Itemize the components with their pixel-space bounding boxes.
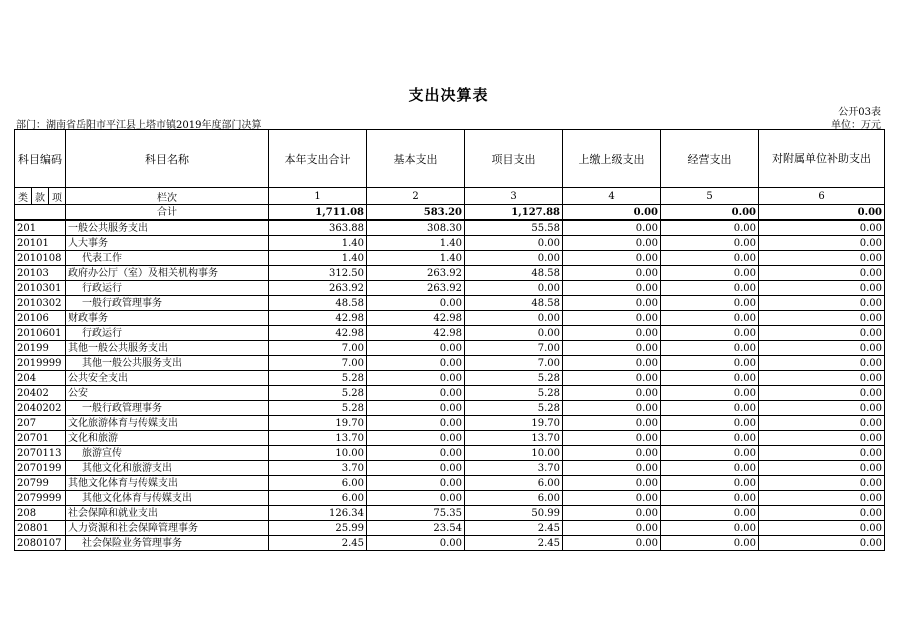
table-row bbox=[15, 401, 885, 416]
amount-cell: 0.00 bbox=[367, 431, 465, 446]
subject-name: 一般行政管理事务 bbox=[66, 401, 269, 416]
total-value: 0.00 bbox=[661, 205, 759, 221]
amount-cell: 10.00 bbox=[465, 446, 563, 461]
amount-cell: 263.92 bbox=[367, 281, 465, 296]
amount-cell: 0.00 bbox=[759, 311, 885, 326]
table-row bbox=[15, 491, 885, 506]
amount-cell: 2.45 bbox=[269, 536, 367, 551]
col-num: 4 bbox=[563, 188, 661, 205]
subject-code: 20106 bbox=[15, 311, 66, 326]
amount-cell: 0.00 bbox=[367, 356, 465, 371]
total-value: 583.20 bbox=[367, 205, 465, 221]
subject-name: 其他文化和旅游支出 bbox=[66, 461, 269, 476]
table-row bbox=[15, 341, 885, 356]
table-row bbox=[15, 296, 885, 311]
amount-cell: 0.00 bbox=[759, 326, 885, 341]
amount-cell: 23.54 bbox=[367, 521, 465, 536]
amount-cell: 0.00 bbox=[563, 220, 661, 236]
amount-cell: 0.00 bbox=[563, 296, 661, 311]
subject-name: 一般行政管理事务 bbox=[66, 296, 269, 311]
amount-cell: 0.00 bbox=[563, 401, 661, 416]
header-xiang: 项 bbox=[49, 188, 66, 205]
amount-cell: 0.00 bbox=[563, 266, 661, 281]
amount-cell: 0.00 bbox=[367, 386, 465, 401]
amount-cell: 5.28 bbox=[269, 401, 367, 416]
subject-name: 旅游宣传 bbox=[66, 446, 269, 461]
amount-cell: 0.00 bbox=[759, 266, 885, 281]
amount-cell: 2.45 bbox=[465, 521, 563, 536]
amount-cell: 0.00 bbox=[759, 461, 885, 476]
form-number: 公开03表 bbox=[838, 107, 881, 118]
amount-cell: 0.00 bbox=[759, 446, 885, 461]
amount-cell: 0.00 bbox=[661, 521, 759, 536]
amount-cell: 19.70 bbox=[269, 416, 367, 431]
amount-cell: 312.50 bbox=[269, 266, 367, 281]
table-row bbox=[15, 536, 885, 551]
subject-code: 2010301 bbox=[15, 281, 66, 296]
subject-code: 2070199 bbox=[15, 461, 66, 476]
amount-cell: 1.40 bbox=[269, 251, 367, 266]
amount-cell: 0.00 bbox=[661, 386, 759, 401]
expenditure-table bbox=[14, 129, 885, 551]
subject-name: 其他一般公共服务支出 bbox=[66, 341, 269, 356]
amount-cell: 0.00 bbox=[367, 491, 465, 506]
amount-cell: 0.00 bbox=[759, 251, 885, 266]
table-row bbox=[15, 220, 885, 236]
col-num: 5 bbox=[661, 188, 759, 205]
unit-label: 单位：万元 bbox=[831, 120, 881, 131]
amount-cell: 2.45 bbox=[465, 536, 563, 551]
subject-code: 2019999 bbox=[15, 356, 66, 371]
amount-cell: 0.00 bbox=[563, 431, 661, 446]
amount-cell: 0.00 bbox=[661, 281, 759, 296]
amount-cell: 6.00 bbox=[269, 491, 367, 506]
header-project: 项目支出 bbox=[465, 130, 563, 188]
amount-cell: 6.00 bbox=[269, 476, 367, 491]
amount-cell: 13.70 bbox=[465, 431, 563, 446]
table-row bbox=[15, 506, 885, 521]
amount-cell: 0.00 bbox=[465, 326, 563, 341]
amount-cell: 126.34 bbox=[269, 506, 367, 521]
amount-cell: 0.00 bbox=[465, 311, 563, 326]
amount-cell: 0.00 bbox=[563, 506, 661, 521]
subject-name: 其他文化体育与传媒支出 bbox=[66, 476, 269, 491]
amount-cell: 0.00 bbox=[367, 296, 465, 311]
amount-cell: 7.00 bbox=[269, 341, 367, 356]
col-num: 1 bbox=[269, 188, 367, 205]
amount-cell: 1.40 bbox=[269, 236, 367, 251]
amount-cell: 7.00 bbox=[465, 341, 563, 356]
amount-cell: 0.00 bbox=[563, 356, 661, 371]
amount-cell: 1.40 bbox=[367, 236, 465, 251]
subject-code: 2040202 bbox=[15, 401, 66, 416]
header-code: 科目编码 bbox=[15, 130, 66, 188]
subject-code: 2070113 bbox=[15, 446, 66, 461]
amount-cell: 0.00 bbox=[759, 281, 885, 296]
table-row bbox=[15, 281, 885, 296]
amount-cell: 0.00 bbox=[661, 371, 759, 386]
amount-cell: 0.00 bbox=[465, 236, 563, 251]
col-num: 3 bbox=[465, 188, 563, 205]
subject-name: 行政运行 bbox=[66, 326, 269, 341]
amount-cell: 55.58 bbox=[465, 220, 563, 236]
amount-cell: 0.00 bbox=[367, 461, 465, 476]
subject-code: 2010302 bbox=[15, 296, 66, 311]
page-title: 支出决算表 bbox=[408, 86, 489, 104]
amount-cell: 0.00 bbox=[661, 311, 759, 326]
amount-cell: 0.00 bbox=[661, 536, 759, 551]
subject-name: 社会保险业务管理事务 bbox=[66, 536, 269, 551]
subject-code: 208 bbox=[15, 506, 66, 521]
subject-code: 20799 bbox=[15, 476, 66, 491]
amount-cell: 6.00 bbox=[465, 491, 563, 506]
amount-cell: 0.00 bbox=[661, 356, 759, 371]
subject-code: 20402 bbox=[15, 386, 66, 401]
amount-cell: 263.92 bbox=[367, 266, 465, 281]
subject-name: 人力资源和社会保障管理事务 bbox=[66, 521, 269, 536]
amount-cell: 0.00 bbox=[661, 416, 759, 431]
subject-name: 文化和旅游 bbox=[66, 431, 269, 446]
table-row bbox=[15, 251, 885, 266]
department-label: 部门：湖南省岳阳市平江县上塔市镇2019年度部门决算 bbox=[16, 120, 262, 131]
amount-cell: 6.00 bbox=[465, 476, 563, 491]
amount-cell: 0.00 bbox=[661, 220, 759, 236]
amount-cell: 0.00 bbox=[759, 521, 885, 536]
table-row bbox=[15, 461, 885, 476]
table-row bbox=[15, 431, 885, 446]
amount-cell: 42.98 bbox=[367, 311, 465, 326]
amount-cell: 0.00 bbox=[465, 251, 563, 266]
table-row bbox=[15, 476, 885, 491]
amount-cell: 263.92 bbox=[269, 281, 367, 296]
amount-cell: 0.00 bbox=[661, 236, 759, 251]
subject-code: 2079999 bbox=[15, 491, 66, 506]
amount-cell: 0.00 bbox=[367, 371, 465, 386]
table-row bbox=[15, 371, 885, 386]
subject-name: 财政事务 bbox=[66, 311, 269, 326]
amount-cell: 0.00 bbox=[563, 341, 661, 356]
subject-name: 政府办公厅（室）及相关机构事务 bbox=[66, 266, 269, 281]
total-value: 0.00 bbox=[759, 205, 885, 221]
amount-cell: 0.00 bbox=[759, 356, 885, 371]
amount-cell: 0.00 bbox=[563, 416, 661, 431]
amount-cell: 0.00 bbox=[367, 401, 465, 416]
amount-cell: 10.00 bbox=[269, 446, 367, 461]
amount-cell: 0.00 bbox=[563, 311, 661, 326]
amount-cell: 0.00 bbox=[367, 341, 465, 356]
table-row bbox=[15, 446, 885, 461]
amount-cell: 0.00 bbox=[759, 416, 885, 431]
table-row bbox=[15, 326, 885, 341]
amount-cell: 0.00 bbox=[661, 491, 759, 506]
subject-code: 20701 bbox=[15, 431, 66, 446]
subject-code: 204 bbox=[15, 371, 66, 386]
subject-code: 2080107 bbox=[15, 536, 66, 551]
amount-cell: 0.00 bbox=[759, 491, 885, 506]
amount-cell: 5.28 bbox=[465, 401, 563, 416]
subject-name: 文化旅游体育与传媒支出 bbox=[66, 416, 269, 431]
amount-cell: 0.00 bbox=[661, 266, 759, 281]
subject-name: 行政运行 bbox=[66, 281, 269, 296]
amount-cell: 0.00 bbox=[759, 296, 885, 311]
total-value: 1,711.08 bbox=[269, 205, 367, 221]
subject-code: 20103 bbox=[15, 266, 66, 281]
subject-code: 2010108 bbox=[15, 251, 66, 266]
amount-cell: 0.00 bbox=[367, 536, 465, 551]
amount-cell: 19.70 bbox=[465, 416, 563, 431]
header-basic: 基本支出 bbox=[367, 130, 465, 188]
amount-cell: 0.00 bbox=[661, 476, 759, 491]
table-row bbox=[15, 356, 885, 371]
header-name: 科目名称 bbox=[66, 130, 269, 188]
amount-cell: 0.00 bbox=[661, 326, 759, 341]
header-business: 经营支出 bbox=[661, 130, 759, 188]
amount-cell: 3.70 bbox=[465, 461, 563, 476]
amount-cell: 42.98 bbox=[269, 326, 367, 341]
amount-cell: 13.70 bbox=[269, 431, 367, 446]
amount-cell: 75.35 bbox=[367, 506, 465, 521]
amount-cell: 0.00 bbox=[759, 386, 885, 401]
amount-cell: 0.00 bbox=[465, 281, 563, 296]
amount-cell: 0.00 bbox=[759, 401, 885, 416]
subject-name: 一般公共服务支出 bbox=[66, 220, 269, 236]
table-row bbox=[15, 416, 885, 431]
amount-cell: 0.00 bbox=[367, 416, 465, 431]
amount-cell: 7.00 bbox=[269, 356, 367, 371]
header-kuan: 款 bbox=[32, 188, 49, 205]
amount-cell: 308.30 bbox=[367, 220, 465, 236]
amount-cell: 42.98 bbox=[269, 311, 367, 326]
header-subsidy: 对附属单位补助支出 bbox=[759, 130, 885, 188]
amount-cell: 0.00 bbox=[563, 386, 661, 401]
total-value: 0.00 bbox=[563, 205, 661, 221]
subject-name: 代表工作 bbox=[66, 251, 269, 266]
amount-cell: 0.00 bbox=[563, 521, 661, 536]
amount-cell: 0.00 bbox=[759, 371, 885, 386]
amount-cell: 25.99 bbox=[269, 521, 367, 536]
amount-cell: 5.28 bbox=[465, 386, 563, 401]
amount-cell: 0.00 bbox=[661, 461, 759, 476]
subject-code: 20101 bbox=[15, 236, 66, 251]
amount-cell: 363.88 bbox=[269, 220, 367, 236]
amount-cell: 0.00 bbox=[661, 251, 759, 266]
header-lanci: 栏次 bbox=[66, 188, 269, 205]
amount-cell: 50.99 bbox=[465, 506, 563, 521]
amount-cell: 0.00 bbox=[563, 326, 661, 341]
header-lei: 类 bbox=[15, 188, 32, 205]
table-row bbox=[15, 266, 885, 281]
amount-cell: 0.00 bbox=[661, 341, 759, 356]
subject-name: 其他文化体育与传媒支出 bbox=[66, 491, 269, 506]
amount-cell: 0.00 bbox=[661, 446, 759, 461]
amount-cell: 0.00 bbox=[759, 431, 885, 446]
amount-cell: 0.00 bbox=[661, 296, 759, 311]
total-value: 1,127.88 bbox=[465, 205, 563, 221]
total-label: 合计 bbox=[66, 205, 269, 221]
amount-cell: 0.00 bbox=[759, 506, 885, 521]
amount-cell: 0.00 bbox=[661, 401, 759, 416]
table-row bbox=[15, 311, 885, 326]
amount-cell: 0.00 bbox=[563, 446, 661, 461]
subject-code: 20801 bbox=[15, 521, 66, 536]
amount-cell: 0.00 bbox=[759, 220, 885, 236]
amount-cell: 5.28 bbox=[465, 371, 563, 386]
subject-name: 社会保障和就业支出 bbox=[66, 506, 269, 521]
amount-cell: 0.00 bbox=[563, 476, 661, 491]
amount-cell: 0.00 bbox=[563, 251, 661, 266]
subject-code: 207 bbox=[15, 416, 66, 431]
subject-name: 人大事务 bbox=[66, 236, 269, 251]
amount-cell: 0.00 bbox=[759, 341, 885, 356]
subject-code: 20199 bbox=[15, 341, 66, 356]
amount-cell: 5.28 bbox=[269, 386, 367, 401]
amount-cell: 0.00 bbox=[759, 236, 885, 251]
amount-cell: 0.00 bbox=[759, 536, 885, 551]
amount-cell: 1.40 bbox=[367, 251, 465, 266]
amount-cell: 7.00 bbox=[465, 356, 563, 371]
header-total: 本年支出合计 bbox=[269, 130, 367, 188]
col-num: 6 bbox=[759, 188, 885, 205]
table-row bbox=[15, 521, 885, 536]
amount-cell: 48.58 bbox=[269, 296, 367, 311]
subject-name: 公共安全支出 bbox=[66, 371, 269, 386]
amount-cell: 0.00 bbox=[563, 536, 661, 551]
subject-code: 2010601 bbox=[15, 326, 66, 341]
amount-cell: 0.00 bbox=[563, 461, 661, 476]
amount-cell: 48.58 bbox=[465, 296, 563, 311]
subject-name: 其他一般公共服务支出 bbox=[66, 356, 269, 371]
amount-cell: 0.00 bbox=[367, 476, 465, 491]
amount-cell: 0.00 bbox=[661, 431, 759, 446]
subject-name: 公安 bbox=[66, 386, 269, 401]
amount-cell: 0.00 bbox=[563, 371, 661, 386]
amount-cell: 3.70 bbox=[269, 461, 367, 476]
table-row bbox=[15, 386, 885, 401]
col-num: 2 bbox=[367, 188, 465, 205]
amount-cell: 0.00 bbox=[661, 506, 759, 521]
table-row bbox=[15, 236, 885, 251]
header-upper: 上缴上级支出 bbox=[563, 130, 661, 188]
amount-cell: 42.98 bbox=[367, 326, 465, 341]
amount-cell: 0.00 bbox=[759, 476, 885, 491]
amount-cell: 0.00 bbox=[563, 491, 661, 506]
amount-cell: 0.00 bbox=[367, 446, 465, 461]
subject-code: 201 bbox=[15, 220, 66, 236]
total-row bbox=[15, 205, 885, 221]
amount-cell: 0.00 bbox=[563, 281, 661, 296]
amount-cell: 0.00 bbox=[563, 236, 661, 251]
amount-cell: 5.28 bbox=[269, 371, 367, 386]
amount-cell: 48.58 bbox=[465, 266, 563, 281]
